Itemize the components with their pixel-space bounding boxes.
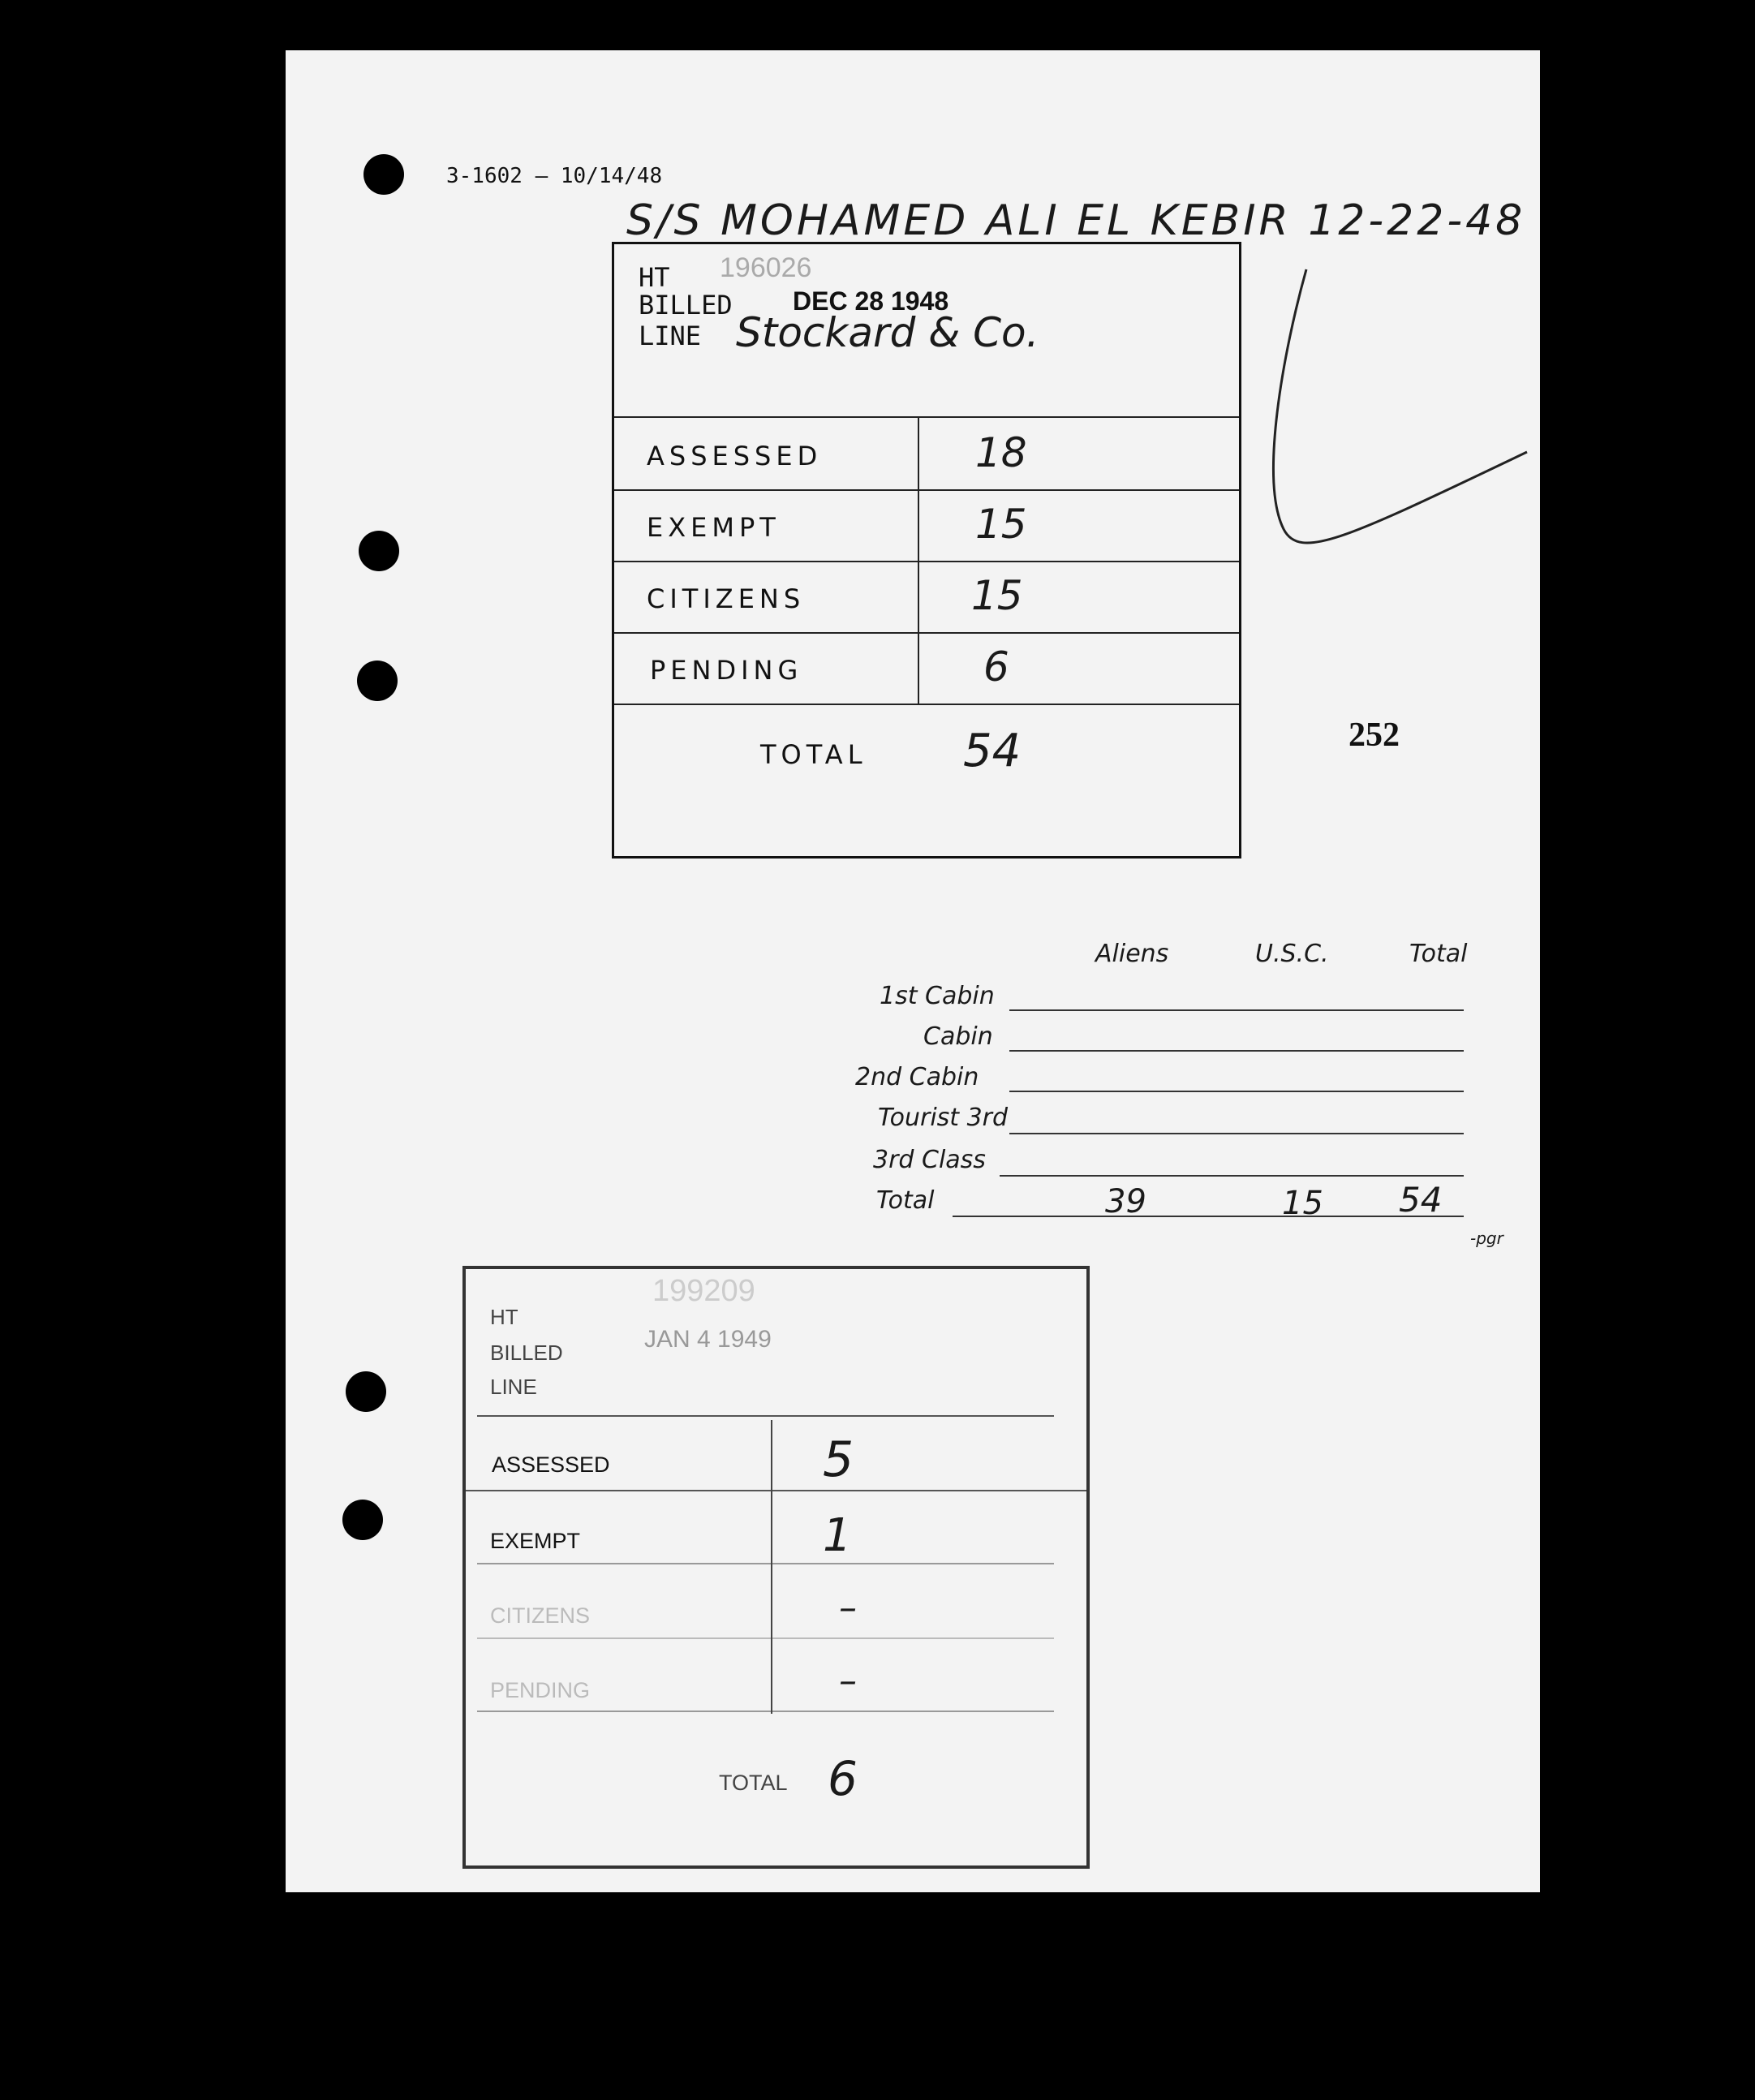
billed-label: BILLED [490, 1340, 563, 1365]
pending-label: PENDING [490, 1678, 591, 1702]
row-label-total: Total [876, 1186, 935, 1215]
pending-value: 6 [983, 643, 1009, 691]
column-divider [918, 416, 919, 704]
vessel-line: S/S MOHAMED ALI EL KEBIR 12-22-48 [626, 196, 1526, 245]
pending-value: – [839, 1660, 857, 1702]
row-label-cabin: Cabin [923, 1022, 993, 1051]
ht-label: HT [639, 262, 670, 293]
binder-hole [342, 1500, 383, 1540]
exempt-label: EXEMPT [490, 1529, 581, 1553]
binder-hole [363, 154, 404, 195]
row-label-2nd-cabin: 2nd Cabin [855, 1063, 979, 1091]
divider [614, 704, 1239, 705]
row-label-1st-cabin: 1st Cabin [880, 982, 995, 1010]
citizens-value: 15 [971, 572, 1023, 619]
total-value: 54 [963, 725, 1022, 777]
pending-label: PENDING [650, 655, 803, 686]
initials: -pgr [1470, 1229, 1503, 1248]
assessed-label: ASSESSED [492, 1452, 610, 1477]
binder-hole [346, 1371, 386, 1412]
citizens-value: – [839, 1587, 857, 1629]
line-label: LINE [639, 321, 702, 351]
check-mark-stroke [1259, 237, 1535, 578]
citizens-label: CITIZENS [647, 583, 806, 614]
document-page [286, 50, 1540, 1892]
billed-date: DEC 28 1948 [793, 286, 949, 316]
row-rule [1009, 1050, 1464, 1052]
divider [466, 1490, 1086, 1491]
total-value: 6 [828, 1751, 858, 1806]
binder-hole [359, 531, 399, 571]
header-usc: U.S.C. [1255, 940, 1329, 968]
binder-hole [357, 661, 398, 701]
assessed-label: ASSESSED [647, 441, 823, 471]
divider [614, 416, 1239, 418]
head-tax-stamp-2 [462, 1266, 1090, 1869]
row-label-3rd-class: 3rd Class [873, 1146, 986, 1174]
divider [614, 561, 1239, 562]
assessed-value: 18 [975, 429, 1027, 476]
ht-number: 196026 [720, 252, 812, 283]
divider [614, 489, 1239, 491]
row-rule [1009, 1009, 1464, 1011]
divider [477, 1563, 1054, 1564]
header-aliens: Aliens [1095, 940, 1169, 968]
line-value: Stockard & Co. [736, 309, 1039, 356]
head-tax-stamp [612, 242, 1241, 859]
total-usc: 15 [1282, 1185, 1323, 1222]
total-label: TOTAL [760, 739, 867, 770]
assessed-value: 5 [823, 1431, 854, 1488]
row-rule [1009, 1091, 1464, 1092]
divider [477, 1415, 1054, 1417]
citizens-label: CITIZENS [490, 1603, 591, 1628]
billed-date: JAN 4 1949 [644, 1326, 772, 1353]
total-label: TOTAL [719, 1771, 788, 1795]
divider [477, 1637, 1054, 1639]
divider [477, 1711, 1054, 1712]
row-rule [953, 1216, 1464, 1217]
row-rule [1009, 1133, 1464, 1134]
total-total: 54 [1399, 1180, 1443, 1220]
divider [614, 632, 1239, 634]
file-reference: 3-1602 — 10/14/48 [446, 164, 663, 188]
exempt-value: 1 [823, 1509, 852, 1562]
line-label: LINE [490, 1375, 537, 1399]
exempt-label: EXEMPT [647, 512, 781, 543]
column-divider [771, 1420, 772, 1714]
row-label-tourist-3rd: Tourist 3rd [878, 1104, 1009, 1132]
page-number: 252 [1349, 716, 1400, 754]
row-rule [1000, 1175, 1464, 1177]
total-aliens: 39 [1105, 1183, 1146, 1220]
exempt-value: 15 [975, 501, 1027, 548]
billed-label: BILLED [639, 290, 733, 321]
ht-number: 199209 [652, 1274, 755, 1308]
header-total: Total [1409, 940, 1468, 968]
ht-label: HT [490, 1305, 518, 1329]
